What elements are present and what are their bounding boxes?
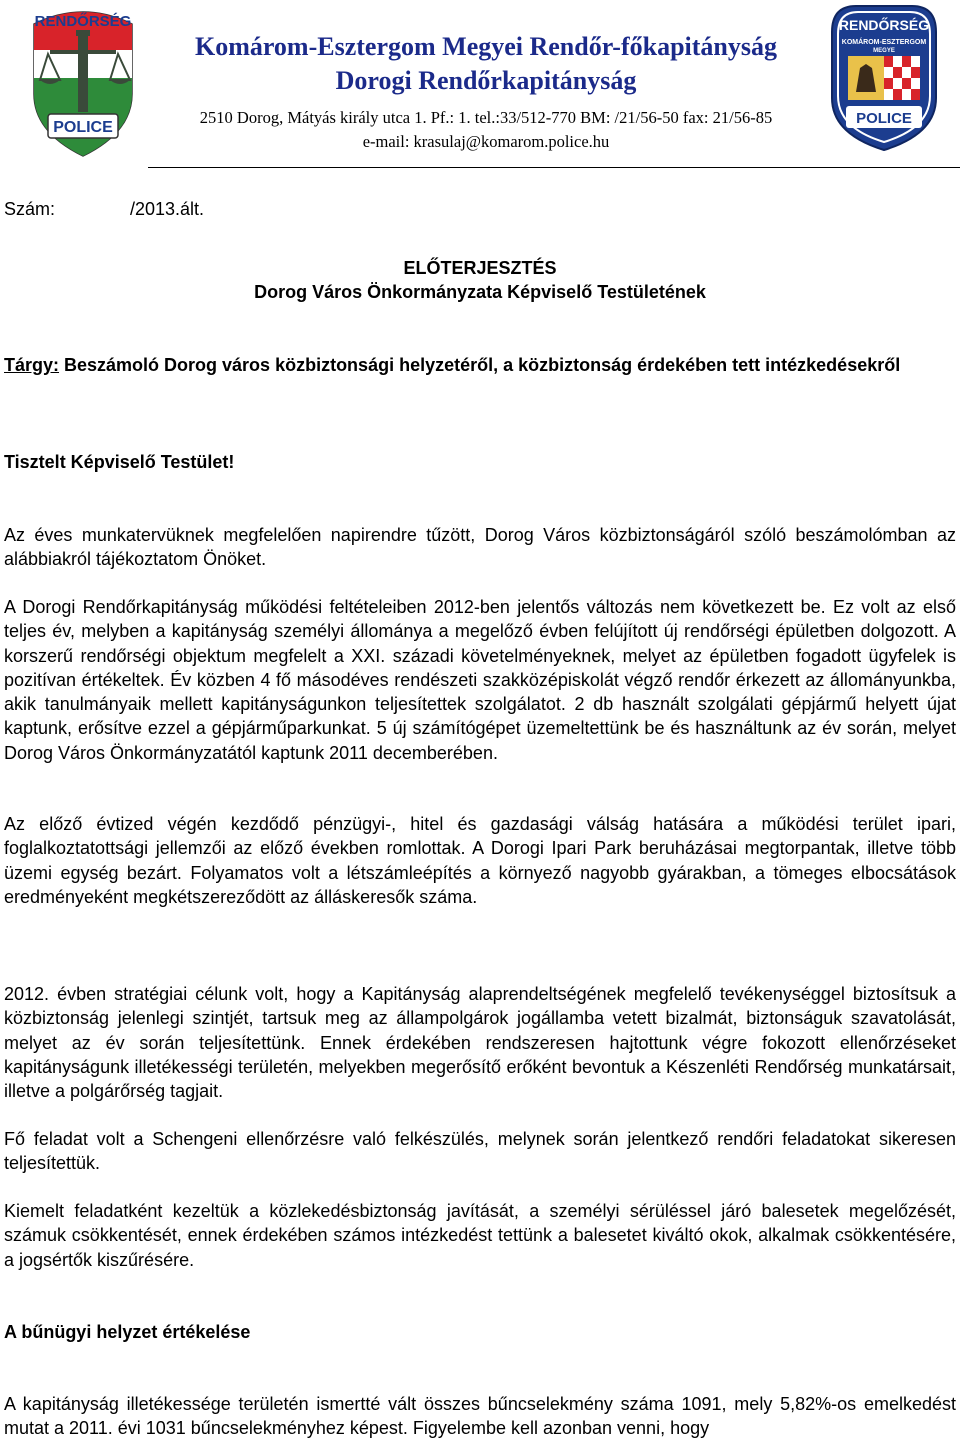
right-logo-bottom-text: POLICE: [856, 110, 912, 127]
right-logo-band-text-2: MEGYE: [873, 48, 895, 54]
document-type-heading: ELŐTERJESZTÉS: [403, 258, 557, 278]
reference-number: /2013.ált.: [130, 199, 205, 219]
title-line-2: Dorogi Rendőrkapitányság: [335, 66, 637, 95]
addressee-heading: Dorog Város Önkormányzata Képviselő Testületének: [254, 282, 706, 302]
left-logo-top-text: RENDŐRSÉG: [34, 13, 132, 30]
county-police-badge-icon: [826, 2, 942, 152]
paragraph-7: A kapitányság illetékessége területén ismertté vált összes bűncselekmény száma 1091, mely 5,82%-os emelkedést mutat a 2011. évi 1031 bűncselekményhez képest. Figyelembe kell azonban venni, hogy: [4, 1394, 956, 1439]
institution-title: [148, 30, 824, 154]
title-line-1: Komárom-Esztergom Megyei Rendőr-főkapitányság: [194, 32, 778, 61]
section-heading: A bűnügyi helyzet értékelése: [4, 1322, 251, 1342]
subject-label: Tárgy:: [4, 355, 60, 375]
letterhead: [0, 0, 960, 170]
paragraph-1: Az éves munkatervüknek megfelelően napirendre tűzött, Dorog Város közbiztonságáról szóló beszámolómban az alábbiakról tájékoztatom Önöket.: [4, 525, 956, 570]
left-logo-bottom-text: POLICE: [53, 119, 113, 136]
subject-text: Beszámoló Dorog város közbiztonsági helyzetéről, a közbiztonság érdekében tett intézkedésekről: [59, 355, 901, 375]
paragraph-6: Kiemelt feladatként kezeltük a közlekedésbiztonság javítását, a személyi sérüléssel járó balesetek megelőzését, számuk csökkentését, ennek érdekében számos intézkedést tettünk a balesetet kiváltó okok, alkalmak csökkentésére, a jogsértők kiszűrésére.: [4, 1201, 956, 1270]
paragraph-4: 2012. évben stratégiai célunk volt, hogy a Kapitányság alaprendeltségének megfelelő tevékenységgel biztosítsuk a közbiztonság jelenlegi szintjét, tartsuk meg az állampolgárok jogállamba vetett bizalmát, biztonságuk szavatolását, melyet az év során teljesítettünk. Ennek érdekében rendszeresen hajtottunk végre fokozott ellenőrzéseket kapitányságunk illetékességi területén, melyekben megerősítő erőként bevontuk a Készenléti Rendőrség munkatársait, illetve a polgárőrség tagjait.: [4, 984, 956, 1102]
police-shield-scales-icon: [26, 2, 140, 158]
address-line: 2510 Dorog, Mátyás király utca 1. Pf.: 1. tel.:33/512-770 BM: /21/56-50 fax: 21/56-85: [199, 108, 773, 127]
email-line: e-mail: krasulaj@komarom.police.hu: [362, 132, 610, 151]
paragraph-3: Az előző évtized végén kezdődő pénzügyi-, hitel és gazdasági válság hatására a működési terület ipari, foglalkoztatottsági jellemzői az előző években romlottak. A Dorogi Ipari Park beruházásai megtorpantak, illetve több üzemi egység bezárt. Folyamatos volt a létszámleépítés a környező nagyobb gyárakban, a tömeges elbocsátások eredményeként megkétszereződött az álláskeresők száma.: [4, 814, 956, 907]
paragraph-5: Fő feladat volt a Schengeni ellenőrzésre való felkészülés, melynek során jelentkező rendőri feladatokat sikeresen teljesítettük.: [4, 1129, 956, 1174]
paragraph-2: A Dorogi Rendőrkapitányság működési feltételeiben 2012-ben jelentős változás nem következett be. Ez volt az első teljes év, melyben a kapitányság személyi állománya a megelőző évben felújított új rendőrségi épületben dolgozott. A korszerű rendőrségi objektum megfelelt a XXI. századi követelményeknek, melyet az épületben fogadott ügyfelek is pozitívan értékeltek. Év közben 4 fő másodéves rendészeti szakközépiskolát végző rendőr érkezett az állományunkba, akik tanulmányaik mellett kapitányságunkon teljesítettek szolgálatot. 2 db használt szolgálati gépjármű helyett újat kaptunk, erősítve ezzel a gépjárműparkunkat. 5 új számítógépet üzemeltettünk be és használtunk az év során, melyet Dorog Város Önkormányzatától kaptunk 2011 decemberében.: [4, 597, 956, 763]
header-divider: [148, 167, 960, 168]
subject-line: [4, 353, 956, 377]
right-logo-top-text: RENDŐRSÉG: [838, 17, 930, 33]
right-logo-band-text: KOMÁROM-ESZTERGOM: [841, 39, 927, 46]
salutation: Tisztelt Képviselő Testület!: [4, 452, 235, 472]
reference-label: Szám:: [4, 199, 56, 219]
